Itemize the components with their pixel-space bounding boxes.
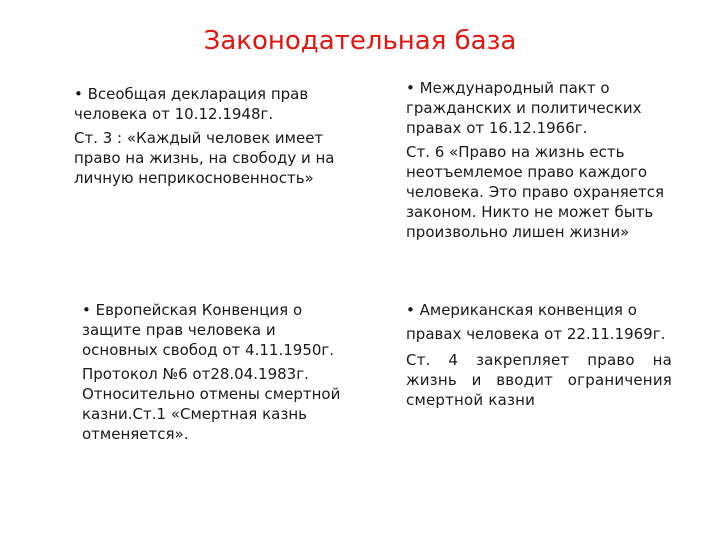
- block-european-convention: [82, 300, 352, 444]
- block-text: Протокол №6 от28.04.1983г. Относительно отмены смертной казни.Ст.1 «Смертная казнь отменяется».: [82, 365, 341, 443]
- block-heading: • Американская конвенция о правах человека от 22.11.1969г.: [406, 301, 666, 343]
- block-heading: • Международный пакт о гражданских и политических правах от 16.12.1966г.: [406, 79, 642, 137]
- block-text: Ст. 6 «Право на жизнь есть неотъемлемое право каждого человека. Это право охраняется законом. Никто не может быть произвольно лишен жизни»: [406, 143, 665, 241]
- block-text: Ст. 3 : «Каждый человек имеет право на жизнь, на свободу и на личную неприкосновенность»: [74, 129, 335, 187]
- block-text: Ст. 4 закрепляет право на жизнь и вводит ограничения смертной казни: [406, 351, 672, 409]
- block-heading: • Европейская Конвенция о защите прав человека и основных свобод от 4.11.1950г.: [82, 301, 335, 359]
- block-international-covenant: [406, 78, 671, 242]
- block-universal-declaration: [74, 84, 344, 188]
- block-american-convention: [406, 298, 672, 410]
- page-title: Законодательная база: [203, 26, 517, 56]
- block-heading: • Всеобщая декларация прав человека от 10.12.1948г.: [74, 85, 309, 123]
